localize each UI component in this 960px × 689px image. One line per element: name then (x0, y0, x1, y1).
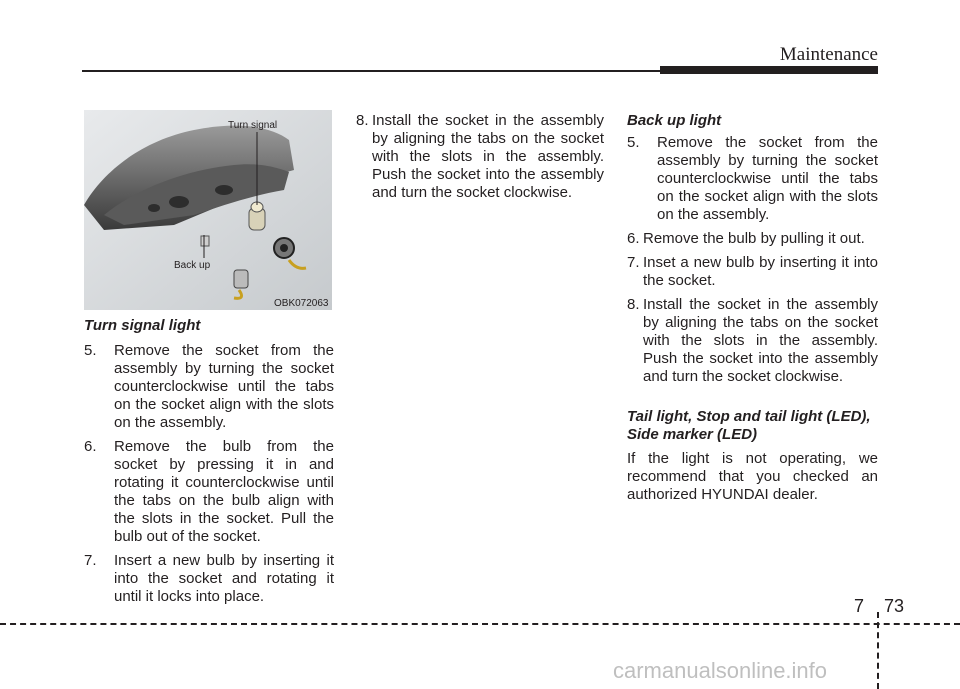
step-item (84, 438, 334, 546)
step-number: 8. (356, 112, 369, 129)
middle-column (356, 112, 604, 208)
watermark: carmanualsonline.info (613, 658, 828, 683)
footer-rule (0, 623, 960, 625)
step-item (84, 342, 334, 432)
section-title-side-marker: Side marker (LED) (627, 426, 758, 443)
step-text: Inset a new bulb by inserting it into the socket. (643, 254, 878, 289)
right-column (627, 112, 878, 504)
step-item (627, 296, 878, 386)
figure-code: OBK072063 (274, 298, 329, 309)
step-text: Remove the socket from the assembly by turning the socket counterclockwise until the tabs on the socket align with the slots on the assembly. (657, 134, 878, 223)
left-column (84, 317, 334, 612)
step-text: Install the socket in the assembly by aligning the tabs on the socket with the slots in the assembly. Push the socket into the assembly and turn the socket clockwise. (372, 112, 604, 201)
tail-lamp-illustration (84, 110, 332, 310)
header-rule (82, 70, 660, 72)
tail-lamp-figure (84, 110, 332, 310)
step-text: Remove the bulb from the socket by pressing it in and rotating it counterclockwise until the tabs on the bulb align with the slots in the socket. Pull the bulb out of the socket. (114, 438, 334, 545)
step-number: 7. (627, 254, 640, 271)
section-title-turn-signal: Turn signal light (84, 317, 201, 334)
step-number: 5. (627, 134, 640, 151)
page-header-title: Maintenance (779, 44, 878, 65)
step-item (627, 134, 878, 224)
step-number: 8. (627, 296, 640, 313)
step-text: Insert a new bulb by inserting it into the socket and rotating it until it locks into place. (114, 552, 334, 605)
step-number: 6. (627, 230, 640, 247)
step-number: 6. (84, 438, 97, 455)
chapter-number: 7 (854, 596, 865, 616)
tail-light-paragraph: If the light is not operating, we recommend that you checked an authorized HYUNDAI dealer. (627, 450, 878, 503)
section-title-back-up: Back up light (627, 112, 722, 129)
step-item (356, 112, 604, 202)
footer-divider (877, 612, 879, 689)
step-text: Install the socket in the assembly by aligning the tabs on the socket with the slots in the assembly. Push the socket into the assembly and turn the socket clockwise. (643, 296, 878, 385)
step-item (627, 254, 878, 290)
section-title-tail-light: Tail light, Stop and tail light (LED), (627, 408, 871, 425)
step-item (84, 552, 334, 606)
step-item (627, 230, 878, 248)
step-text: Remove the bulb by pulling it out. (643, 230, 865, 247)
step-number: 7. (84, 552, 97, 569)
turn-signal-label: Turn signal (228, 120, 278, 131)
page-number: 73 (884, 596, 905, 616)
step-text: Remove the socket from the assembly by turning the socket counterclockwise until the tabs on the socket align with the slots on the assembly. (114, 342, 334, 431)
back-up-label: Back up (174, 260, 211, 271)
step-number: 5. (84, 342, 97, 359)
header-rule-bar (660, 66, 878, 74)
